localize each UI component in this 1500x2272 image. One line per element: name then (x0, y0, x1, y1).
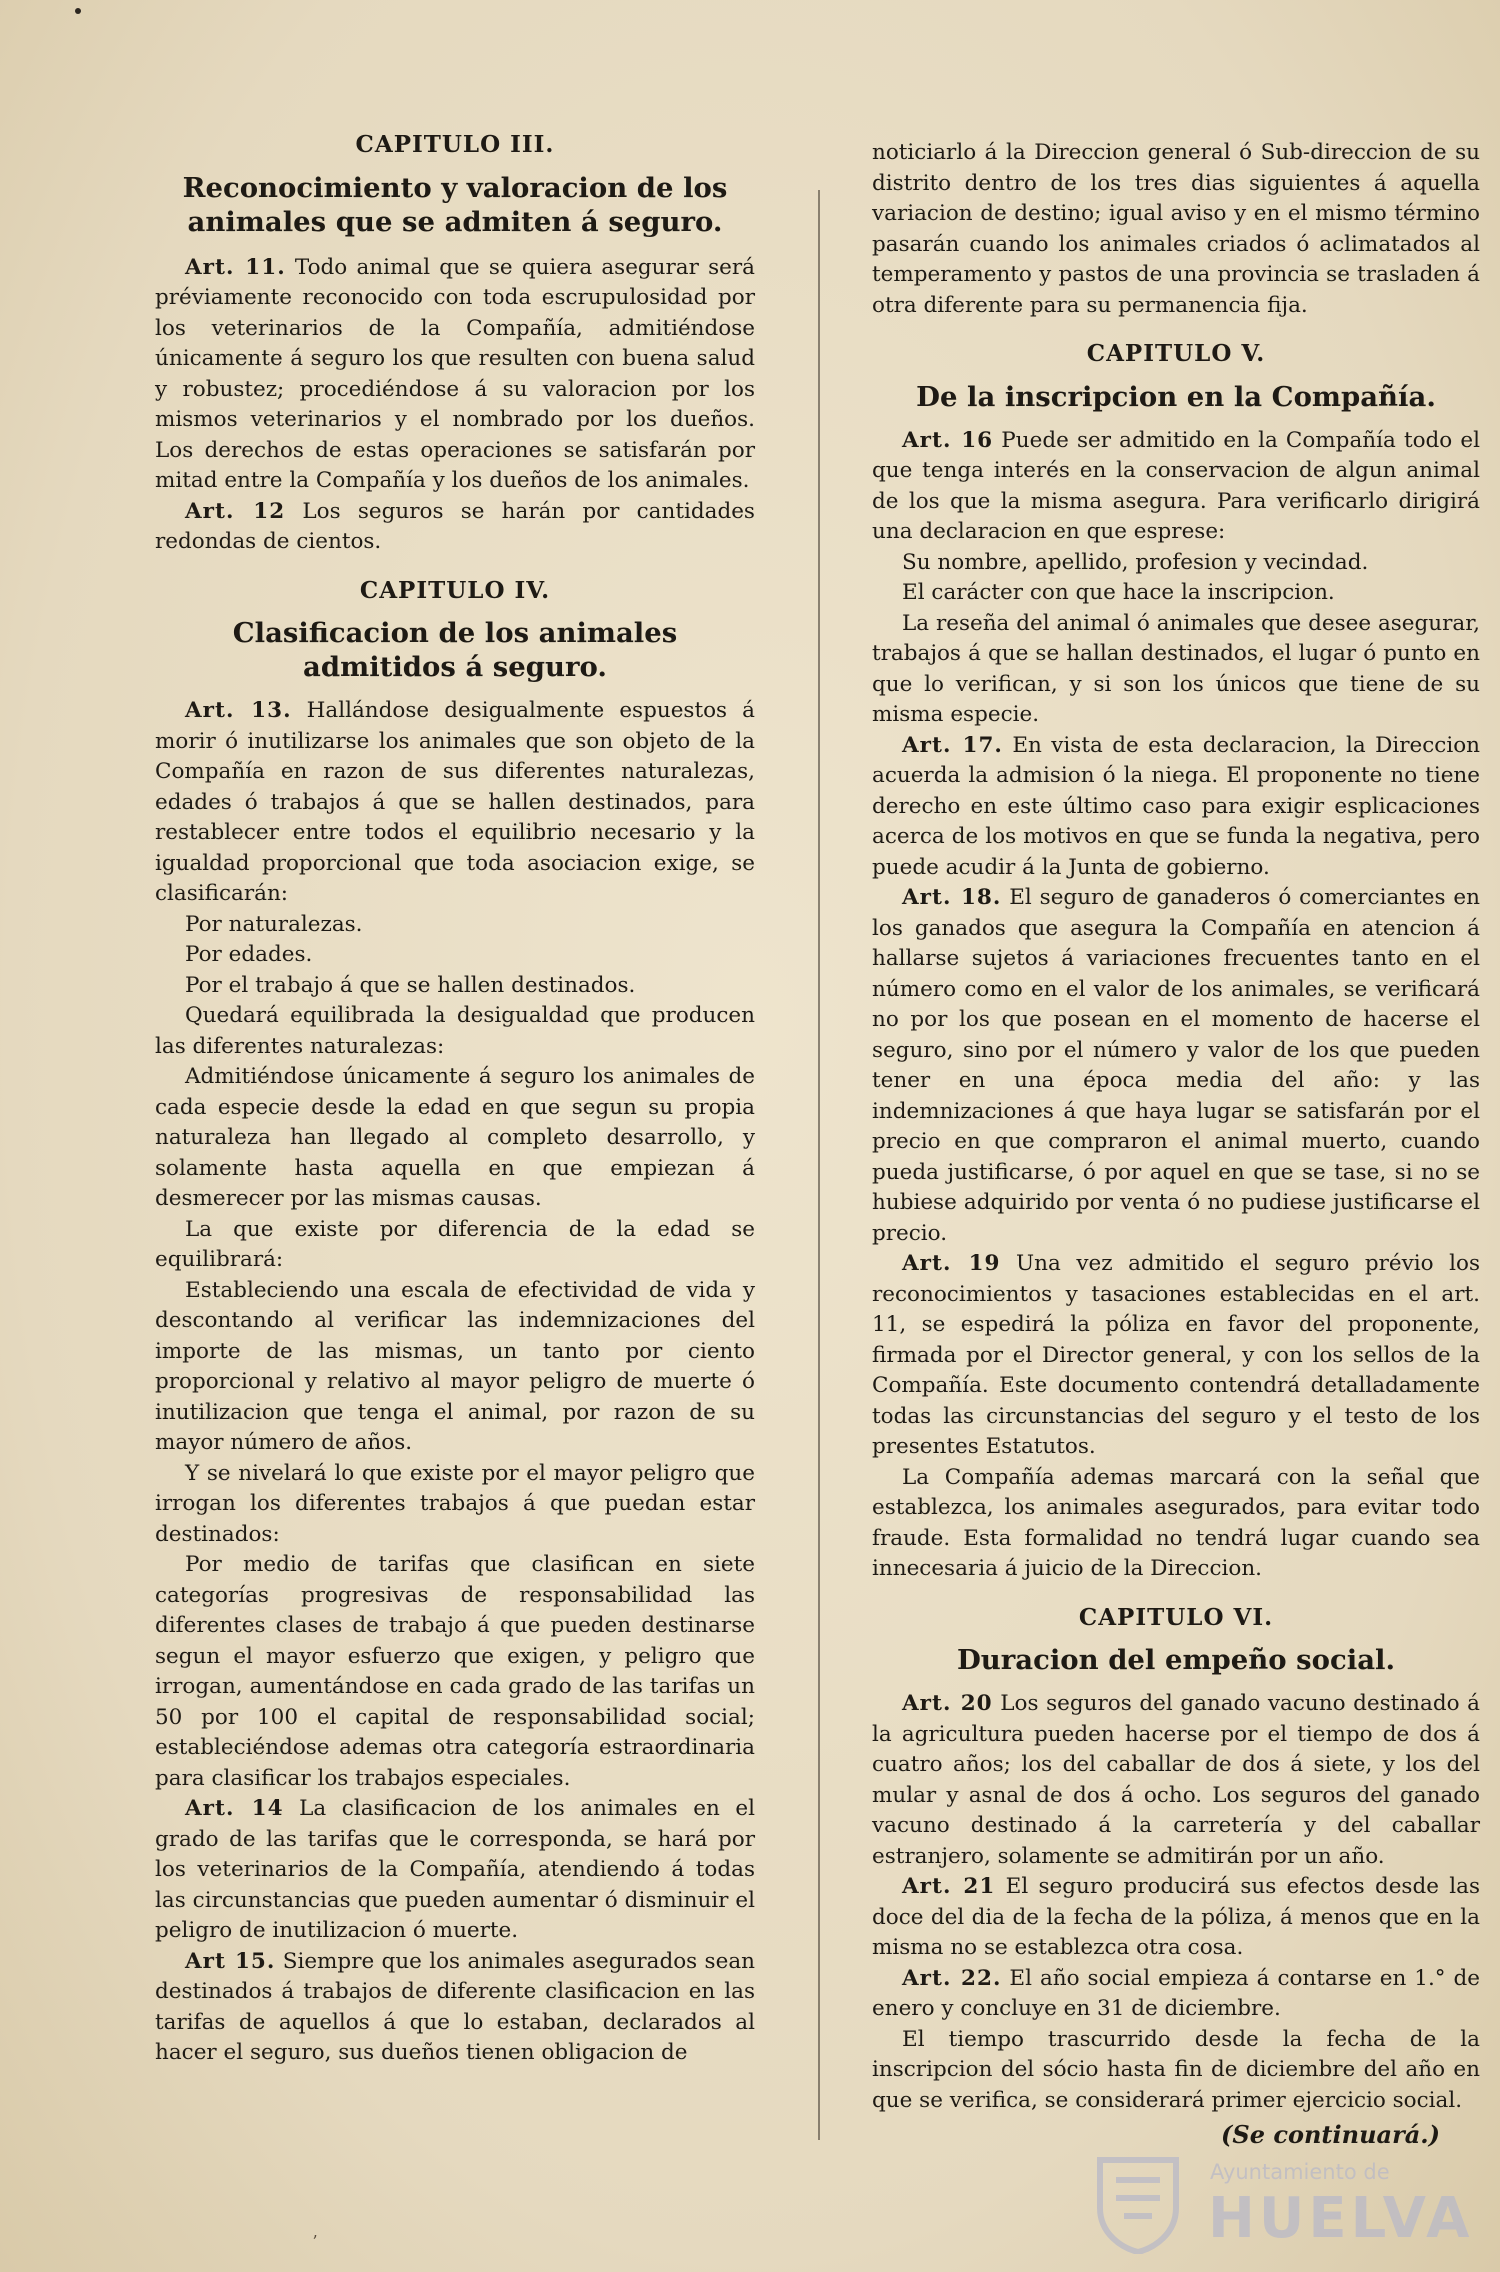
article-text: Todo animal que se quiera asegurar será préviamente reconocido con toda escrupulosidad por los veterinarios de la Compañía, admitiéndose únicamente á seguro los que resulten con buena salud y robustez; procediéndose á su valoracion por los mismos veterinarios y el nombrado por los dueños. Los derechos de estas operaciones se satisfarán por mitad entre la Compañía y los dueños de los animales. (155, 254, 755, 493)
article-12 (155, 497, 755, 558)
right-column (872, 138, 1480, 2175)
article-text: Siempre que los animales asegurados sean destinados á trabajos de diferente clasificacion en las tarifas de aquellos á que lo estaban, declarados al hacer el seguro, sus dueños tienen obligacion de (155, 1948, 755, 2065)
watermark-caption: Ayuntamiento de (1210, 2160, 1390, 2184)
paragraph: noticiarlo á la Direccion general ó Sub-direccion de su distrito dentro de los tres dias siguientes á aquella variacion de destino; igual aviso y en el mismo término pasarán cuando los animales criados ó aclimatados al temperamento y pastos de una provincia se trasladen á otra diferente para su permanencia fija. (872, 140, 1480, 318)
list-item: Por edades. (185, 942, 313, 967)
list-item: Por el trabajo á que se hallen destinados. (185, 972, 636, 998)
chapter-heading: Clasificacion de los animales admitidos á seguro. (232, 617, 678, 683)
article-text: Los seguros se harán por cantidades redondas de cientos. (155, 498, 755, 554)
article-17 (872, 731, 1480, 884)
coat-of-arms-icon (1090, 2150, 1186, 2254)
article-number: Art. 12 (185, 498, 286, 524)
article-15 (155, 1947, 755, 2069)
article-21 (872, 1872, 1480, 1964)
article-18 (872, 883, 1480, 1249)
chapter-title: CAPITULO IV. (359, 576, 551, 604)
paragraph: El tiempo trascurrido desde la fecha de la inscripcion del sócio hasta fin de diciembre del año en que se verifica, se considerará primer ejercicio social. (872, 2026, 1480, 2113)
paragraph: Por medio de tarifas que clasifican en siete categorías progresivas de responsabilidad las diferentes clases de trabajo á que pueden destinarse segun el mayor esfuerzo que exigen, y peligro que irrogan, aumentándose en cada grado de las tarifas un 50 por 100 el capital de responsabilidad social; estableciéndose ademas otra categoría estraordinaria para clasificar los trabajos especiales. (155, 1552, 755, 1791)
article-number: Art. 22. (902, 1965, 1002, 1991)
left-column (155, 130, 755, 2069)
article-number: Art. 11. (185, 254, 286, 280)
article-number: Art. 21 (902, 1874, 996, 1899)
article-number: Art. 19 (902, 1251, 1001, 1276)
article-text: Una vez admitido el seguro prévio los reconocimientos y tasaciones establecidas en el art. 11, se espedirá la póliza en favor del proponente, firmada por el Director general, y con los sellos de la Compañía. Este documento contendrá detalladamente todas las circunstancias del seguro y el testo de los presentes Estatutos. (872, 1251, 1480, 1459)
article-text: Hallándose desigualmente espuestos á morir ó inutilizarse los animales que son objeto de la Compañía en razon de sus diferentes naturalezas, edades ó trabajos á que se hallen destinados, para restablecer entre todos el equilibrio necesario y la igualdad proporcional que toda asociacion exige, se clasificarán: (155, 698, 755, 906)
printer-mark: ʼ (312, 2232, 318, 2251)
paragraph: Admitiéndose únicamente á seguro los animales de cada especie desde la edad en que segun su propia naturaleza han llegado al completo desarrollo, y solamente hasta aquella en que empiezan á desmerecer por las mismas causas. (155, 1064, 755, 1211)
article-number: Art. 16 (902, 427, 994, 453)
column-divider (818, 190, 820, 2140)
paragraph: Y se nivelará lo que existe por el mayor peligro que irrogan los diferentes trabajos á que puedan estar destinados: (155, 1460, 755, 1547)
article-text: El año social empieza á contarse en 1.° de enero y concluye en 31 de diciembre. (872, 1965, 1480, 2021)
article-text: Puede ser admitido en la Compañía todo el que tenga interés en la conservacion de algun animal de los que la misma asegura. Para verificarlo dirigirá una declaracion en que esprese: (872, 427, 1480, 544)
article-number: Art. 17. (902, 732, 1003, 758)
chapter-heading: De la inscripcion en la Compañía. (916, 380, 1436, 413)
chapter-title: CAPITULO V. (1086, 340, 1266, 367)
article-11 (155, 253, 755, 497)
article-16 (872, 426, 1480, 548)
article-14 (155, 1794, 755, 1947)
article-number: Art 15. (185, 1948, 276, 1974)
watermark-title: HUELVA (1208, 2186, 1474, 2251)
article-text: Los seguros del ganado vacuno destinado á la agricultura pueden hacerse por el tiempo de dos á cuatro años; los del caballar de dos á siete, y los del mular y asnal de dos á ocho. Los seguros del ganado vacuno destinado á la carretería y del caballar estranjero, solamente se admitirán por un año. (872, 1691, 1480, 1869)
list-item: Por naturalezas. (185, 911, 363, 937)
article-19 (872, 1249, 1480, 1463)
article-number: Art. 20 (902, 1691, 993, 1716)
article-text: El seguro producirá sus efectos desde las doce del dia de la fecha de la póliza, á menos que en la misma no se establezca otra cosa. (872, 1874, 1480, 1960)
chapter-heading: Reconocimiento y valoracion de los animales que se admiten á seguro. (182, 171, 728, 238)
archive-watermark (1090, 2150, 1490, 2260)
article-22 (872, 1964, 1480, 2025)
article-text: El seguro de ganaderos ó comerciantes en los ganados que asegura la Compañía en atencion á hallarse sujetos á variaciones frecuentes tanto en el número como en el valor de los animales, se verificará no por los que posean en el momento de hacerse el seguro, sino por el número y valor de los que pueden tener en una época media del año: y las indemnizaciones á que haya lugar se satisfarán por el precio en que compraron el animal muerto, cuando pueda justificarse, ó por aquel en que se tase, si no se hubiese adquirido por venta ó no pudiese justificarse el precio. (872, 885, 1480, 1246)
article-text: La clasificacion de los animales en el grado de las tarifas que le corresponda, se hará por los veterinarios de la Compañía, atendiendo á todas las circunstancias que pueden aumentar ó disminuir el peligro de inutilizacion ó muerte. (155, 1796, 755, 1943)
chapter-title: CAPITULO III. (355, 131, 555, 158)
continued-note: (Se continuará.) (1221, 2120, 1440, 2149)
article-text: En vista de esta declaracion, la Direccion acuerda la admision ó la niega. El proponente no tiene derecho en este último caso para exigir esplicaciones acerca de los motivos en que se funda la negativa, pero puede acudir á la Junta de gobierno. (872, 732, 1480, 880)
article-number: Art. 14 (185, 1796, 284, 1821)
paragraph: La reseña del animal ó animales que desee asegurar, trabajos á que se hallan destinados, el lugar ó punto en que lo verifican, y si son los únicos que tiene de su misma especie. (872, 610, 1480, 727)
paragraph: La Compañía ademas marcará con la señal que establezca, los animales asegurados, para evitar todo fraude. Esta formalidad no tendrá lugar cuando sea innecesaria á juicio de la Direccion. (872, 1464, 1480, 1581)
paragraph: Estableciendo una escala de efectividad de vida y descontando al verificar las indemnizaciones del importe de las mismas, un tanto por ciento proporcional y relativo al mayor peligro de muerte ó inutilizacion que tenga el animal, por razon de su mayor número de años. (155, 1277, 755, 1455)
paragraph: Quedará equilibrada la desigualdad que producen las diferentes naturalezas: (155, 1003, 755, 1059)
paragraph: La que existe por diferencia de la edad se equilibrará: (155, 1216, 755, 1272)
chapter-heading: Duracion del empeño social. (956, 1644, 1396, 1676)
list-item: Su nombre, apellido, profesion y vecindad. (902, 549, 1369, 575)
article-number: Art. 18. (902, 885, 1002, 910)
chapter-title: CAPITULO VI. (1078, 1603, 1274, 1631)
list-item: El carácter con que hace la inscripcion. (902, 580, 1335, 605)
article-20 (872, 1689, 1480, 1872)
article-number: Art. 13. (185, 698, 292, 723)
article-13 (155, 696, 755, 910)
ink-dot (75, 8, 81, 14)
